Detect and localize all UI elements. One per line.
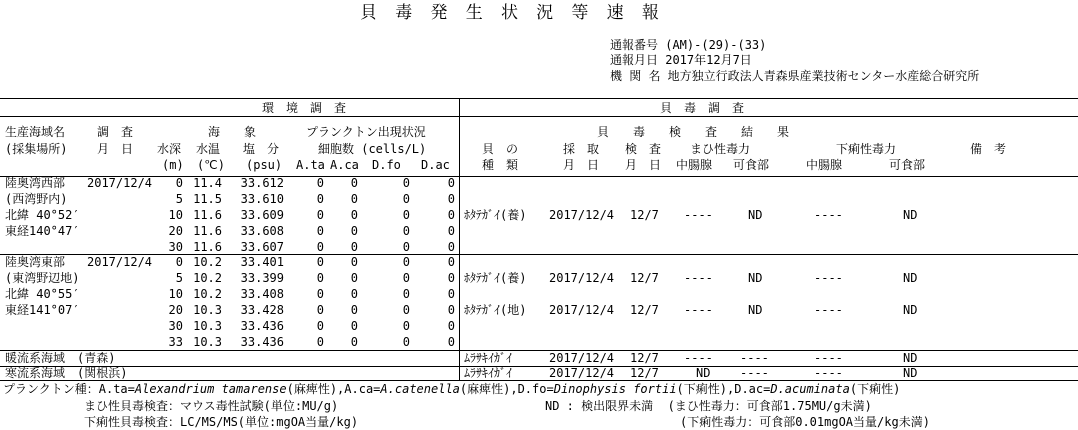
sample-date: 2017/12/4 [549,351,615,365]
ata: 0 [316,303,324,317]
psp-gland: ---- [684,351,713,365]
sample-date: 2017/12/4 [549,303,615,317]
dac: 0 [447,271,455,285]
psp-edible: ND [748,303,763,317]
dsp-gland: ---- [814,366,843,380]
temp: 11.4 [193,176,222,190]
dsp-gland: ---- [814,271,843,285]
col-survey: 調 査 [97,125,134,139]
psp-edible: ---- [740,366,769,380]
agency-name: 機 関 名 地方独立行政法人青森県産業技術センター水産総合研究所 [610,69,980,83]
col-psp: まひ性毒力 [690,142,751,156]
salinity: 33.401 [240,255,284,269]
area-place: (東湾野辺地) [5,271,80,285]
aca: 0 [350,303,358,317]
col-shell-sub: 種 類 [482,158,519,172]
col-salinity: 塩 分 [243,142,280,156]
env-survey-header: 環 境 調 査 [262,101,347,115]
species-name: A.catenella [380,382,460,396]
aca: 0 [350,287,358,301]
area-lon: 東経141°07′ [5,303,80,317]
temp: 10.2 [193,255,222,269]
rule-top [0,98,1078,99]
report-title: 貝 毒 発 生 状 況 等 速 報 [360,3,663,23]
ata: 0 [316,224,324,238]
ata: 0 [316,192,324,206]
dac: 0 [447,224,455,238]
col-psp-gland: 中腸腺 [676,158,713,172]
species-name: D.acuminata [770,382,850,396]
dsp-gland: ---- [814,303,843,317]
col-depth: 水深 [157,142,182,156]
depth: 10 [168,287,183,301]
footer-dsp-method: 下痢性貝毒検査：LC/MS/MS(単位:mgOA当量/kg) [84,415,359,429]
dac: 0 [447,240,455,254]
dfo: 0 [402,303,410,317]
dsp-gland: ---- [814,208,843,222]
psp-gland: ---- [684,208,713,222]
dfo: 0 [402,287,410,301]
salinity: 33.608 [240,224,284,238]
depth: 10 [168,208,183,222]
species-name: Dinophysis fortii [553,382,677,396]
temp: 10.3 [193,319,222,333]
temp: 10.2 [193,287,222,301]
dac: 0 [447,335,455,349]
dfo: 0 [402,255,410,269]
salinity: 33.609 [240,208,284,222]
ata: 0 [316,287,324,301]
shell-species: ﾎﾀﾃｶﾞｲ(養) [464,208,527,222]
aca: 0 [350,319,358,333]
ata: 0 [316,176,324,190]
dfo: 0 [402,208,410,222]
aca: 0 [350,224,358,238]
rule-vertical [459,98,460,380]
temp: 10.3 [193,303,222,317]
depth: 30 [168,240,183,254]
dac: 0 [447,255,455,269]
temp: 11.5 [193,192,222,206]
dac: 0 [447,287,455,301]
legend-text: (麻痺性),D.fo= [459,382,554,396]
depth: 20 [168,303,183,317]
temp: 10.2 [193,271,222,285]
col-survey-md: 月 日 [97,142,134,156]
ata: 0 [316,271,324,285]
salinity: 33.436 [240,319,284,333]
test-date: 12/7 [630,271,659,285]
psp-edible: ---- [740,351,769,365]
shell-species: ﾎﾀﾃｶﾞｲ(地) [464,303,527,317]
salinity: 33.436 [240,335,284,349]
ata: 0 [316,240,324,254]
area-name: 陸奥湾東部 [5,255,66,269]
footer-plankton-legend [3,382,900,396]
salinity: 33.408 [240,287,284,301]
aca: 0 [350,255,358,269]
depth: 5 [175,271,183,285]
shell-species: ﾑﾗｻｷｲｶﾞｲ [464,366,513,380]
area-place: (西湾野内) [5,192,68,206]
shell-species: ﾎﾀﾃｶﾞｲ(養) [464,271,527,285]
legend-text: (下痢性) [849,382,901,396]
dac: 0 [447,176,455,190]
psp-edible: ND [748,208,763,222]
survey-date: 2017/12/4 [87,176,153,190]
col-test-md: 月 日 [625,158,662,172]
col-psp-edible: 可食部 [733,158,770,172]
dsp-edible: ND [903,303,918,317]
rule-header-mid [0,116,1078,117]
test-date: 12/7 [630,303,659,317]
col-sea-state: 海 象 [208,125,257,139]
col-sea-area-sub: (採集場所) [5,142,68,156]
col-dsp-edible: 可食部 [889,158,926,172]
area-lat: 北緯 40°55′ [5,287,80,301]
col-plankton: プランクトン出現状況 [306,125,426,139]
dsp-edible: ND [903,366,918,380]
ata: 0 [316,319,324,333]
depth: 0 [175,255,183,269]
col-test: 検 査 [625,142,662,156]
ata: 0 [316,255,324,269]
temp: 11.6 [193,224,222,238]
col-ata: A.ta [296,158,325,172]
dfo: 0 [402,240,410,254]
temp: 10.3 [193,335,222,349]
dsp-edible: ND [903,208,918,222]
col-temp: 水温 [196,142,221,156]
salinity: 33.428 [240,303,284,317]
dfo: 0 [402,176,410,190]
col-toxin-result: 貝 毒 検 査 結 果 [597,125,790,139]
dfo: 0 [402,335,410,349]
depth: 30 [168,319,183,333]
col-depth-unit: (m) [162,158,184,172]
test-date: 12/7 [630,366,659,380]
shell-species: ﾑﾗｻｷｲｶﾞｲ [464,351,513,365]
salinity: 33.610 [240,192,284,206]
area-name: 陸奥湾西部 [5,176,66,190]
sample-date: 2017/12/4 [549,366,615,380]
col-salinity-unit: (psu) [246,158,283,172]
legend-text: (下痢性),D.ac= [676,382,771,396]
test-date: 12/7 [630,208,659,222]
current-area: 暖流系海域 (青森) [5,351,116,365]
col-sample-md: 月 日 [563,158,600,172]
depth: 0 [175,176,183,190]
psp-gland: ---- [684,271,713,285]
psp-edible: ND [748,271,763,285]
col-shell: 貝 の [482,142,519,156]
current-area: 寒流系海域 (関根浜) [5,366,128,380]
aca: 0 [350,192,358,206]
col-aca: A.ca [330,158,359,172]
dac: 0 [447,303,455,317]
col-sea-area: 生産海域名 [5,125,66,139]
psp-gland: ND [696,366,711,380]
dac: 0 [447,192,455,206]
col-dsp-gland: 中腸腺 [806,158,843,172]
sample-date: 2017/12/4 [549,271,615,285]
area-lat: 北緯 40°52′ [5,208,80,222]
dfo: 0 [402,319,410,333]
salinity: 33.612 [240,176,284,190]
dsp-gland: ---- [814,351,843,365]
depth: 5 [175,192,183,206]
ata: 0 [316,208,324,222]
depth: 20 [168,224,183,238]
salinity: 33.399 [240,271,284,285]
aca: 0 [350,240,358,254]
aca: 0 [350,208,358,222]
ata: 0 [316,335,324,349]
col-density: 細胞数 (cells/L) [318,142,427,156]
dfo: 0 [402,271,410,285]
col-sample: 採 取 [563,142,600,156]
col-dsp: 下痢性毒力 [836,142,897,156]
dfo: 0 [402,192,410,206]
sample-date: 2017/12/4 [549,208,615,222]
survey-date: 2017/12/4 [87,255,153,269]
test-date: 12/7 [630,351,659,365]
aca: 0 [350,176,358,190]
species-name: Alexandrium tamarense [134,382,287,396]
col-temp-unit: (℃) [197,158,225,172]
footer-nd-note: ND : 検出限界未満 (まひ性毒力：可食部1.75MU/g未満) [545,399,872,413]
dfo: 0 [402,224,410,238]
report-number: 通報番号 (AM)-(29)-(33) [610,38,767,52]
rule-current2 [0,380,1078,381]
report-date: 通報月日 2017年12月7日 [610,53,752,67]
footer-dsp-note: (下痢性毒力：可食部0.01mgOA当量/kg未満) [680,415,930,429]
dac: 0 [447,208,455,222]
aca: 0 [350,335,358,349]
temp: 11.6 [193,240,222,254]
salinity: 33.607 [240,240,284,254]
psp-gland: ---- [684,303,713,317]
depth: 33 [168,335,183,349]
area-lon: 東経140°47′ [5,224,80,238]
legend-text: プランクトン種：A.ta= [3,382,135,396]
temp: 11.6 [193,208,222,222]
col-dfo: D.fo [372,158,401,172]
legend-text: (麻痺性),A.ca= [286,382,381,396]
col-remarks: 備 考 [970,142,1007,156]
footer-psp-method: まひ性貝毒検査：マウス毒性試験(単位:MU/g) [84,399,339,413]
toxin-survey-header: 貝 毒 調 査 [660,101,745,115]
dsp-edible: ND [903,271,918,285]
dac: 0 [447,319,455,333]
dsp-edible: ND [903,351,918,365]
col-dac: D.ac [421,158,450,172]
aca: 0 [350,271,358,285]
